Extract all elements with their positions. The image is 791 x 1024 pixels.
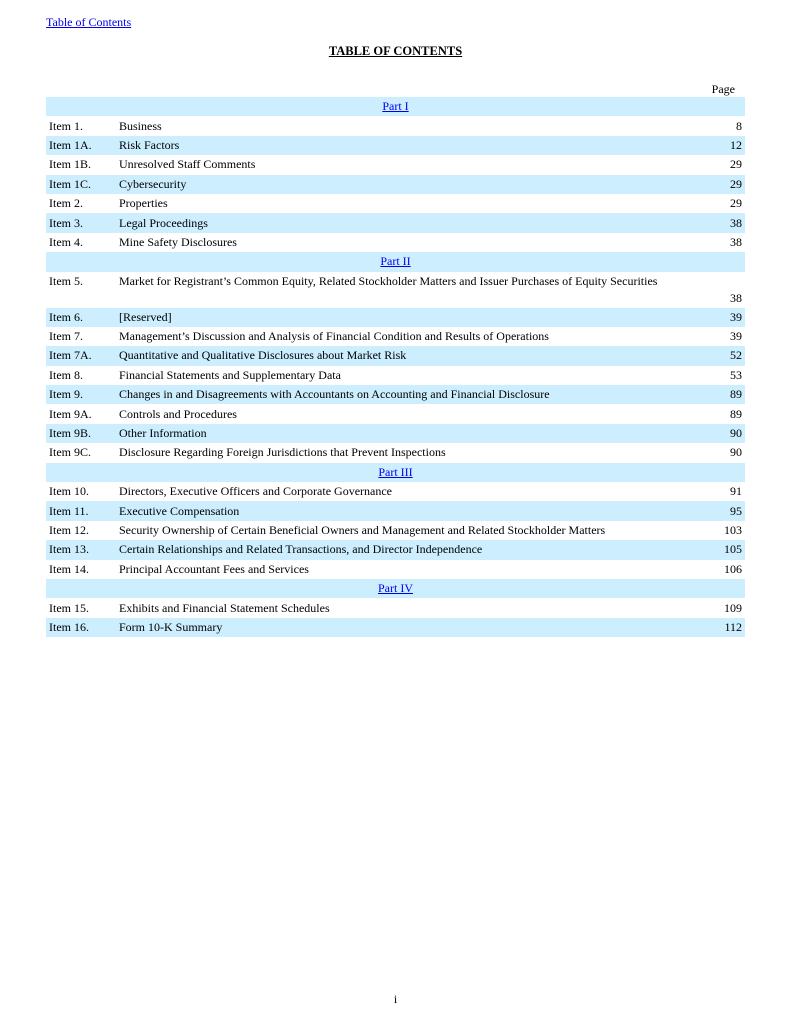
table-row[interactable] xyxy=(46,501,745,520)
part-row xyxy=(46,579,745,598)
page-title: TABLE OF CONTENTS xyxy=(328,44,463,58)
item-description: Financial Statements and Supplementary Data xyxy=(119,367,341,382)
item-description: Directors, Executive Officers and Corporate Governance xyxy=(119,484,392,499)
item-page: 95 xyxy=(730,503,742,518)
item-page: 105 xyxy=(724,542,742,557)
table-row[interactable] xyxy=(46,540,745,559)
item-description: Controls and Procedures xyxy=(119,406,237,421)
item-description: Security Ownership of Certain Beneficial Owners and Management and Related Stockholder Matters xyxy=(119,523,606,537)
item-description: Properties xyxy=(119,196,168,211)
item-number: Item 1B. xyxy=(49,157,91,172)
table-row[interactable] xyxy=(46,521,745,540)
item-page: 89 xyxy=(730,406,742,421)
item-page: 29 xyxy=(730,196,742,211)
item-page: 38 xyxy=(730,290,742,305)
page-column-header: Page xyxy=(711,82,735,96)
part-link[interactable]: Part IV xyxy=(378,581,413,596)
item-description: [Reserved] xyxy=(119,309,172,324)
table-row[interactable] xyxy=(46,213,745,232)
item-page: 39 xyxy=(730,309,742,324)
table-row[interactable] xyxy=(46,618,745,637)
table-row[interactable] xyxy=(46,272,745,308)
item-page: 112 xyxy=(724,619,742,634)
item-page: 29 xyxy=(730,157,742,172)
table-row[interactable] xyxy=(46,194,745,213)
item-description: Market for Registrant’s Common Equity, Related Stockholder Matters and Issuer Purchases of Equity Securities xyxy=(119,273,658,288)
table-row[interactable] xyxy=(46,443,745,462)
item-description: Unresolved Staff Comments xyxy=(119,157,256,172)
table-row[interactable] xyxy=(46,175,745,194)
item-description: Management’s Discussion and Analysis of Financial Condition and Results of Operations xyxy=(119,329,549,344)
part-link[interactable]: Part III xyxy=(378,464,413,479)
item-description: Quantitative and Qualitative Disclosures about Market Risk xyxy=(119,348,407,363)
part-link[interactable]: Part II xyxy=(380,254,411,269)
item-page: 90 xyxy=(730,426,742,441)
item-number: Item 16. xyxy=(49,619,89,634)
item-page: 8 xyxy=(736,118,742,133)
item-description: Changes in and Disagreements with Accountants on Accounting and Financial Disclosure xyxy=(119,387,550,402)
table-row[interactable] xyxy=(46,366,745,385)
part-row xyxy=(46,463,745,482)
item-description: Cybersecurity xyxy=(119,176,187,191)
item-description: Principal Accountant Fees and Services xyxy=(119,561,309,576)
item-page: 39 xyxy=(730,329,742,344)
item-description: Disclosure Regarding Foreign Jurisdictions that Prevent Inspections xyxy=(119,445,446,460)
item-page: 90 xyxy=(730,445,742,460)
item-page: 89 xyxy=(730,387,742,402)
item-page: 12 xyxy=(730,137,742,152)
item-description: Business xyxy=(119,118,162,133)
table-row[interactable] xyxy=(46,404,745,423)
item-description: Risk Factors xyxy=(119,137,180,152)
table-row[interactable] xyxy=(46,346,745,365)
item-number: Item 8. xyxy=(49,367,83,382)
item-description: Exhibits and Financial Statement Schedules xyxy=(119,600,330,615)
table-row[interactable] xyxy=(46,482,745,501)
table-row[interactable] xyxy=(46,598,745,617)
part-row xyxy=(46,252,745,271)
item-number: Item 11. xyxy=(49,503,89,518)
item-number: Item 2. xyxy=(49,196,83,211)
item-description: Other Information xyxy=(119,426,207,441)
item-number: Item 4. xyxy=(49,234,83,249)
item-number: Item 14. xyxy=(49,561,89,576)
item-number: Item 12. xyxy=(49,523,89,537)
table-row[interactable] xyxy=(46,136,745,155)
item-number: Item 9A. xyxy=(49,406,92,421)
item-description: Mine Safety Disclosures xyxy=(119,234,237,249)
item-number: Item 13. xyxy=(49,542,89,557)
item-number: Item 9B. xyxy=(49,426,91,441)
table-row[interactable] xyxy=(46,327,745,346)
item-number: Item 15. xyxy=(49,600,89,615)
item-number: Item 1A. xyxy=(49,137,92,152)
item-number: Item 9. xyxy=(49,387,83,402)
part-row xyxy=(46,97,745,116)
item-description: Form 10-K Summary xyxy=(119,619,223,634)
toc-table xyxy=(46,97,745,637)
item-number: Item 3. xyxy=(49,215,83,230)
item-description: Certain Relationships and Related Transactions, and Director Independence xyxy=(119,542,483,557)
table-row[interactable] xyxy=(46,116,745,135)
item-number: Item 5. xyxy=(49,273,83,288)
item-description: Legal Proceedings xyxy=(119,215,208,230)
item-number: Item 7A. xyxy=(49,348,92,363)
item-page: 106 xyxy=(724,561,742,576)
item-number: Item 9C. xyxy=(49,445,91,460)
item-number: Item 1C. xyxy=(49,176,91,191)
item-page: 103 xyxy=(724,523,742,537)
page-number: i xyxy=(393,992,398,1006)
item-page: 38 xyxy=(730,234,742,249)
item-page: 91 xyxy=(730,484,742,499)
item-number: Item 1. xyxy=(49,118,83,133)
part-link[interactable]: Part I xyxy=(382,99,409,114)
table-row[interactable] xyxy=(46,233,745,252)
table-row[interactable] xyxy=(46,424,745,443)
item-page: 38 xyxy=(730,215,742,230)
table-row[interactable] xyxy=(46,385,745,404)
table-row[interactable] xyxy=(46,560,745,579)
item-number: Item 10. xyxy=(49,484,89,499)
item-page: 53 xyxy=(730,367,742,382)
item-description: Executive Compensation xyxy=(119,503,240,518)
table-row[interactable] xyxy=(46,155,745,174)
item-page: 52 xyxy=(730,348,742,363)
item-page: 109 xyxy=(724,600,742,615)
table-row[interactable] xyxy=(46,308,745,327)
item-page: 29 xyxy=(730,176,742,191)
table-of-contents-link[interactable]: Table of Contents xyxy=(46,15,132,29)
item-number: Item 6. xyxy=(49,309,83,324)
item-number: Item 7. xyxy=(49,329,83,344)
